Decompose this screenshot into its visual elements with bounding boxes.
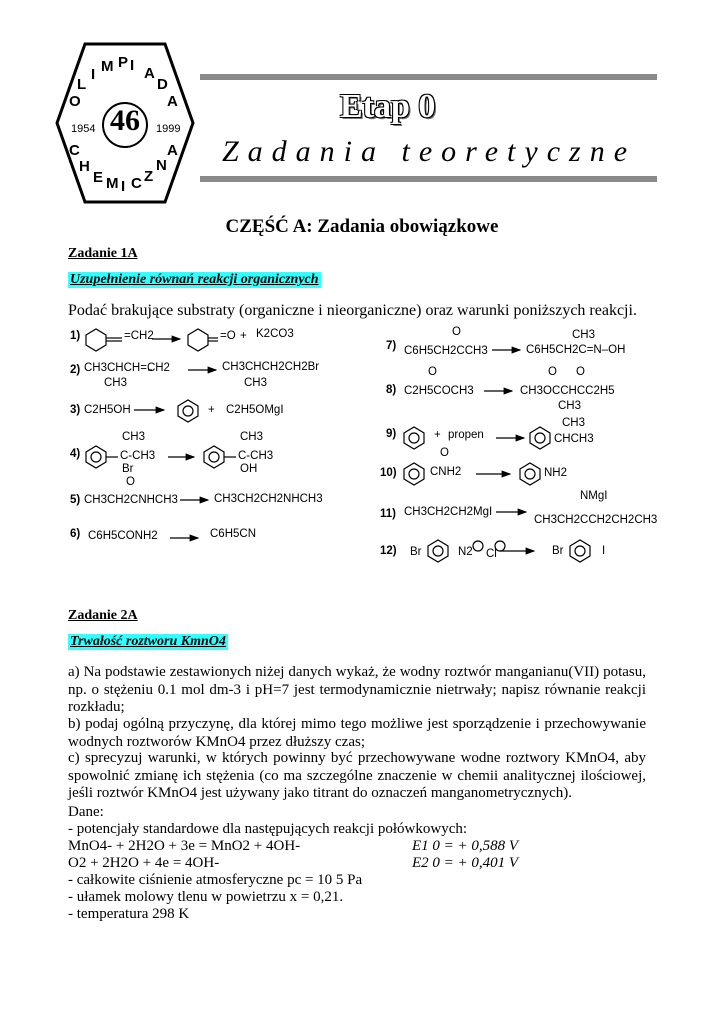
reaction-11: 11) — [380, 508, 396, 520]
cyclohexane-icon — [86, 329, 106, 351]
r11-product: CH3CH2CCH2CH2CH3 — [534, 514, 658, 526]
logo-year-start: 1954 — [71, 123, 96, 135]
reaction-6: 6) — [70, 528, 81, 540]
task1-heading: Zadanie 1A — [68, 246, 138, 261]
r1-plus: + — [240, 330, 247, 342]
r8-oxygen-1: O — [548, 366, 557, 378]
r12-counter-ion: Cl — [486, 548, 497, 560]
potential-2: E2 0 = + 0,401 V — [412, 855, 519, 871]
reaction-4: 4) — [70, 448, 81, 460]
r9-methyl: CH3 — [562, 417, 586, 429]
reaction-2: 2) — [70, 364, 81, 376]
logo-year-end: 1999 — [156, 123, 181, 135]
temperature-line: - temperatura 298 K — [68, 906, 190, 922]
r4-sub-a: CH3 — [122, 431, 146, 443]
benzene-icon — [86, 446, 106, 468]
r2-product-methyl: CH3 — [244, 377, 268, 389]
reaction-3: 3) — [70, 404, 81, 416]
task1-instruction: Podać brakujące substraty (organiczne i nieorganiczne) oraz warunki poniższych reakcji. — [68, 302, 637, 319]
page-subtitle: Zadania teoretyczne — [222, 135, 637, 168]
reaction-10: 10) — [380, 467, 397, 479]
benzene-icon — [520, 463, 540, 485]
r3-plus: + — [208, 404, 215, 416]
r10-reactant: CNH2 — [430, 466, 462, 478]
r7-methyl: CH3 — [572, 329, 596, 341]
r2-product: CH3CHCH2CH2Br — [222, 361, 320, 373]
benzene-icon — [204, 446, 224, 468]
reaction-7: 7) — [386, 340, 397, 352]
r6-reactant: C6H5CONH2 — [88, 530, 158, 542]
half-reaction-2: O2 + 2H2O + 4e = 4OH- — [68, 855, 220, 871]
r1-reactant: =CH2 — [124, 330, 154, 342]
r4-prod-b: C-CH3 — [238, 450, 274, 462]
reaction-8: 8) — [386, 384, 397, 396]
oxygen-fraction-line: - ułamek molowy tlenu w powietrzu x = 0,21. — [68, 889, 344, 905]
r12-product-left: Br — [552, 545, 564, 557]
r5-reactant: CH3CH2CNHCH3 — [84, 494, 178, 506]
r7-product: C6H5CH2C=N–OH — [526, 344, 626, 356]
benzene-icon — [404, 427, 424, 449]
olympiad-logo: 46 1954 1999 O L I M P I A D A C H E M I C Z N A — [55, 38, 195, 208]
task2-heading: Zadanie 2A — [68, 608, 138, 623]
r8-oxygen: O — [428, 366, 437, 378]
r9-reagent: propen — [448, 429, 484, 441]
r6-product: C6H5CN — [210, 528, 257, 540]
task2-paragraph-a: a) Na podstawie zestawionych niżej danych wykaż, że wodny roztwór manganianu(VII) potasu, np. o stężeniu 0.1 mol dm-3 i pH=7 jest termodynamicznie nietrwały; napisz równanie reakcji rozkładu; — [68, 664, 646, 715]
r3-reactant: C2H5OH — [84, 404, 131, 416]
r3-product: C2H5OMgI — [226, 404, 284, 416]
reaction-5: 5) — [70, 494, 81, 506]
r9-plus: + — [434, 429, 441, 441]
r7-reactant: C6H5CH2CCH3 — [404, 345, 488, 357]
benzene-icon — [570, 540, 590, 562]
r2-methyl: CH3 — [104, 377, 128, 389]
cyclohexane-icon — [188, 329, 208, 351]
task1-topic: Uzupełnienie równań reakcji organicznych — [70, 272, 319, 287]
r5-product: CH3CH2CH2NHCH3 — [214, 493, 323, 505]
r4-sub-c: Br — [122, 463, 134, 475]
r12-reactant-left: Br — [410, 546, 422, 558]
benzene-icon — [530, 427, 550, 449]
task2-paragraph-b: b) podaj ogólną przyczynę, dla której mimo tego możliwe jest sporządzenie i przechowywanie wodnych roztworów KMnO4 przez dłuższy czas; — [68, 716, 646, 750]
page-title: Etap 0 — [340, 88, 436, 125]
task2-topic: Trwałość roztworu KmnO4 — [70, 634, 226, 649]
reaction-1: 1) — [70, 330, 81, 342]
r7-oxygen: O — [452, 326, 461, 338]
r2-reactant: CH3CHCH=CH2 — [84, 362, 170, 374]
r9-product: CHCH3 — [554, 433, 594, 445]
benzene-icon — [178, 400, 198, 422]
r8-methyl: CH3 — [558, 400, 582, 412]
task2-paragraph-c: c) sprecyzuj warunki, w których powinny być przechowywane wodne roztwory KMnO4, aby spowolnić zmianę ich stężenia (co ma szczególne znaczenie w chemii analitycznej ilościowej, jeśli roztwór KMnO4 jest używany jako titrant do oznaczeń manganometrycznych). — [68, 750, 646, 801]
benzene-icon — [404, 463, 424, 485]
r8-reactant: C2H5COCH3 — [404, 385, 474, 397]
potential-1: E1 0 = + 0,588 V — [412, 838, 519, 854]
r8-product: CH3OCCHCC2H5 — [520, 385, 615, 397]
potentials-intro: - potencjały standardowe dla następujących reakcji połówkowych: — [68, 821, 468, 837]
benzene-icon — [428, 540, 448, 562]
reaction-9: 9) — [386, 428, 397, 440]
logo-number: 46 — [110, 104, 140, 137]
reaction-12: 12) — [380, 545, 397, 557]
r5-oxygen: O — [126, 476, 135, 488]
r4-prod-a: CH3 — [240, 431, 264, 443]
half-reaction-1: MnO4- + 2H2O + 3e = MnO2 + 4OH- — [68, 838, 301, 854]
section-heading: CZĘŚĆ A: Zadania obowiązkowe — [225, 216, 499, 237]
r11-reactant: CH3CH2CH2MgI — [404, 506, 493, 518]
r10-oxygen: O — [440, 447, 449, 459]
r4-prod-c: OH — [240, 463, 258, 475]
r1-side: K2CO3 — [256, 328, 294, 340]
r12-product-right: I — [602, 545, 606, 557]
r1-product: =O — [220, 330, 236, 342]
given-label: Dane: — [68, 804, 104, 820]
r8-oxygen-2: O — [576, 366, 585, 378]
r10-product: NH2 — [544, 467, 568, 479]
r4-sub-b: C-CH3 — [120, 450, 156, 462]
r12-reactant-right: N2 — [458, 546, 473, 558]
pressure-line: - całkowite ciśnienie atmosferyczne pc = 10 5 Pa — [68, 872, 363, 888]
r11-group: NMgI — [580, 490, 608, 502]
